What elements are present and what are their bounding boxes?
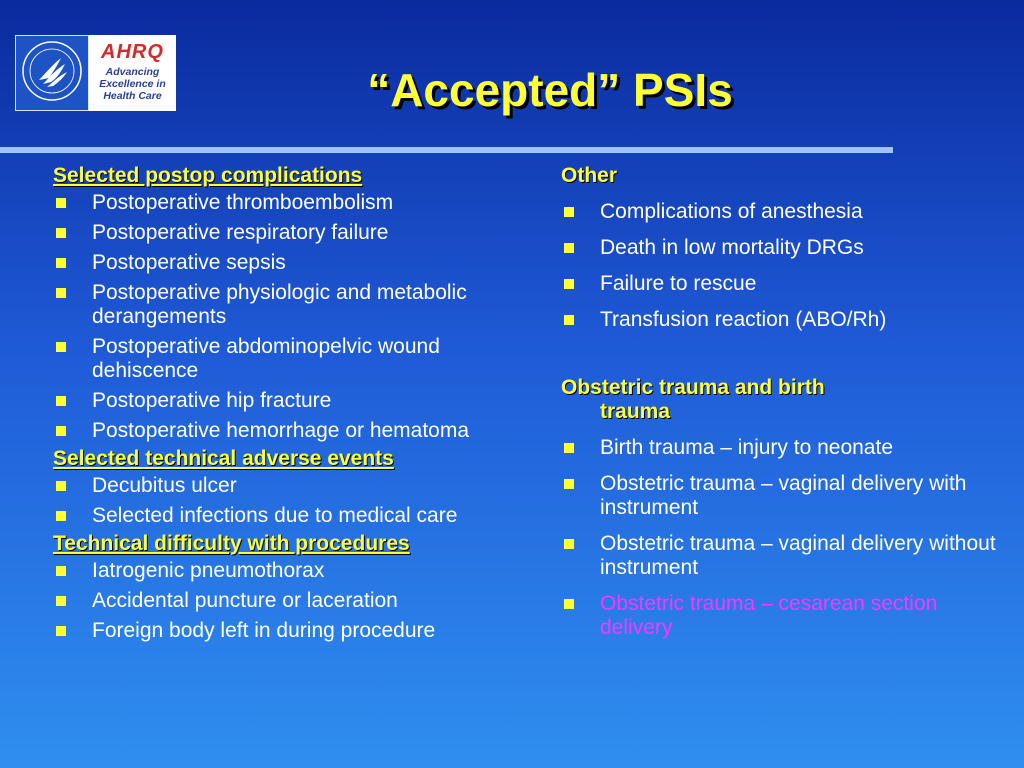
square-bullet-icon xyxy=(564,243,574,253)
right-column xyxy=(561,164,1001,640)
list-item: Failure to rescue xyxy=(561,272,1001,296)
list-item: Decubitus ulcer xyxy=(53,474,543,498)
logo-block xyxy=(15,35,176,111)
list-item: Postoperative hemorrhage or hematoma xyxy=(53,419,543,443)
square-bullet-icon xyxy=(564,539,574,549)
square-bullet-icon xyxy=(56,258,66,268)
list-item: Postoperative abdominopelvic wound dehiscence xyxy=(53,335,543,383)
square-bullet-icon xyxy=(56,626,66,636)
list-item: Complications of anesthesia xyxy=(561,200,1001,224)
other-list xyxy=(561,200,1001,332)
square-bullet-icon xyxy=(564,315,574,325)
square-bullet-icon xyxy=(56,511,66,521)
list-item: Transfusion reaction (ABO/Rh) xyxy=(561,308,1001,332)
postop-list xyxy=(53,191,543,443)
list-item: Postoperative sepsis xyxy=(53,251,543,275)
list-item-highlighted: Obstetric trauma – cesarean section delivery xyxy=(561,592,1001,640)
obstetric-list xyxy=(561,436,1001,640)
ahrq-tagline: Advancing Excellence in Health Care xyxy=(99,66,166,102)
ahrq-logo xyxy=(89,35,176,111)
list-item: Accidental puncture or laceration xyxy=(53,589,543,613)
technical-adverse-list xyxy=(53,474,543,528)
square-bullet-icon xyxy=(56,342,66,352)
list-item: Selected infections due to medical care xyxy=(53,504,543,528)
square-bullet-icon xyxy=(564,279,574,289)
left-column xyxy=(53,164,543,643)
slide-title: “Accepted” PSIs xyxy=(367,64,733,116)
list-item: Death in low mortality DRGs xyxy=(561,236,1001,260)
hhs-seal xyxy=(15,35,89,111)
list-item: Foreign body left in during procedure xyxy=(53,619,543,643)
list-item: Birth trauma – injury to neonate xyxy=(561,436,1001,460)
square-bullet-icon xyxy=(56,566,66,576)
section-heading-postop: Selected postop complications xyxy=(53,164,363,187)
square-bullet-icon xyxy=(56,426,66,436)
ahrq-wordmark: AHRQ xyxy=(101,41,164,63)
square-bullet-icon xyxy=(56,228,66,238)
list-item: Postoperative hip fracture xyxy=(53,389,543,413)
square-bullet-icon xyxy=(56,596,66,606)
technical-difficulty-list xyxy=(53,559,543,643)
section-heading-technical-difficulty: Technical difficulty with procedures xyxy=(53,532,410,555)
list-item: Obstetric trauma – vaginal delivery without instrument xyxy=(561,532,1001,580)
square-bullet-icon xyxy=(56,396,66,406)
section-heading-obstetric: Obstetric trauma and birth trauma xyxy=(561,376,825,423)
square-bullet-icon xyxy=(564,443,574,453)
square-bullet-icon xyxy=(56,198,66,208)
section-heading-other: Other xyxy=(561,164,618,187)
square-bullet-icon xyxy=(564,599,574,609)
list-item: Obstetric trauma – vaginal delivery with instrument xyxy=(561,472,1001,520)
title-divider xyxy=(0,147,893,153)
square-bullet-icon xyxy=(564,207,574,217)
square-bullet-icon xyxy=(56,481,66,491)
square-bullet-icon xyxy=(564,479,574,489)
hhs-eagle-seal-icon xyxy=(21,40,83,107)
section-heading-technical-adverse: Selected technical adverse events xyxy=(53,447,394,470)
list-item: Iatrogenic pneumothorax xyxy=(53,559,543,583)
square-bullet-icon xyxy=(56,288,66,298)
list-item: Postoperative thromboembolism xyxy=(53,191,543,215)
list-item: Postoperative physiologic and metabolic derangements xyxy=(53,281,543,329)
list-item: Postoperative respiratory failure xyxy=(53,221,543,245)
